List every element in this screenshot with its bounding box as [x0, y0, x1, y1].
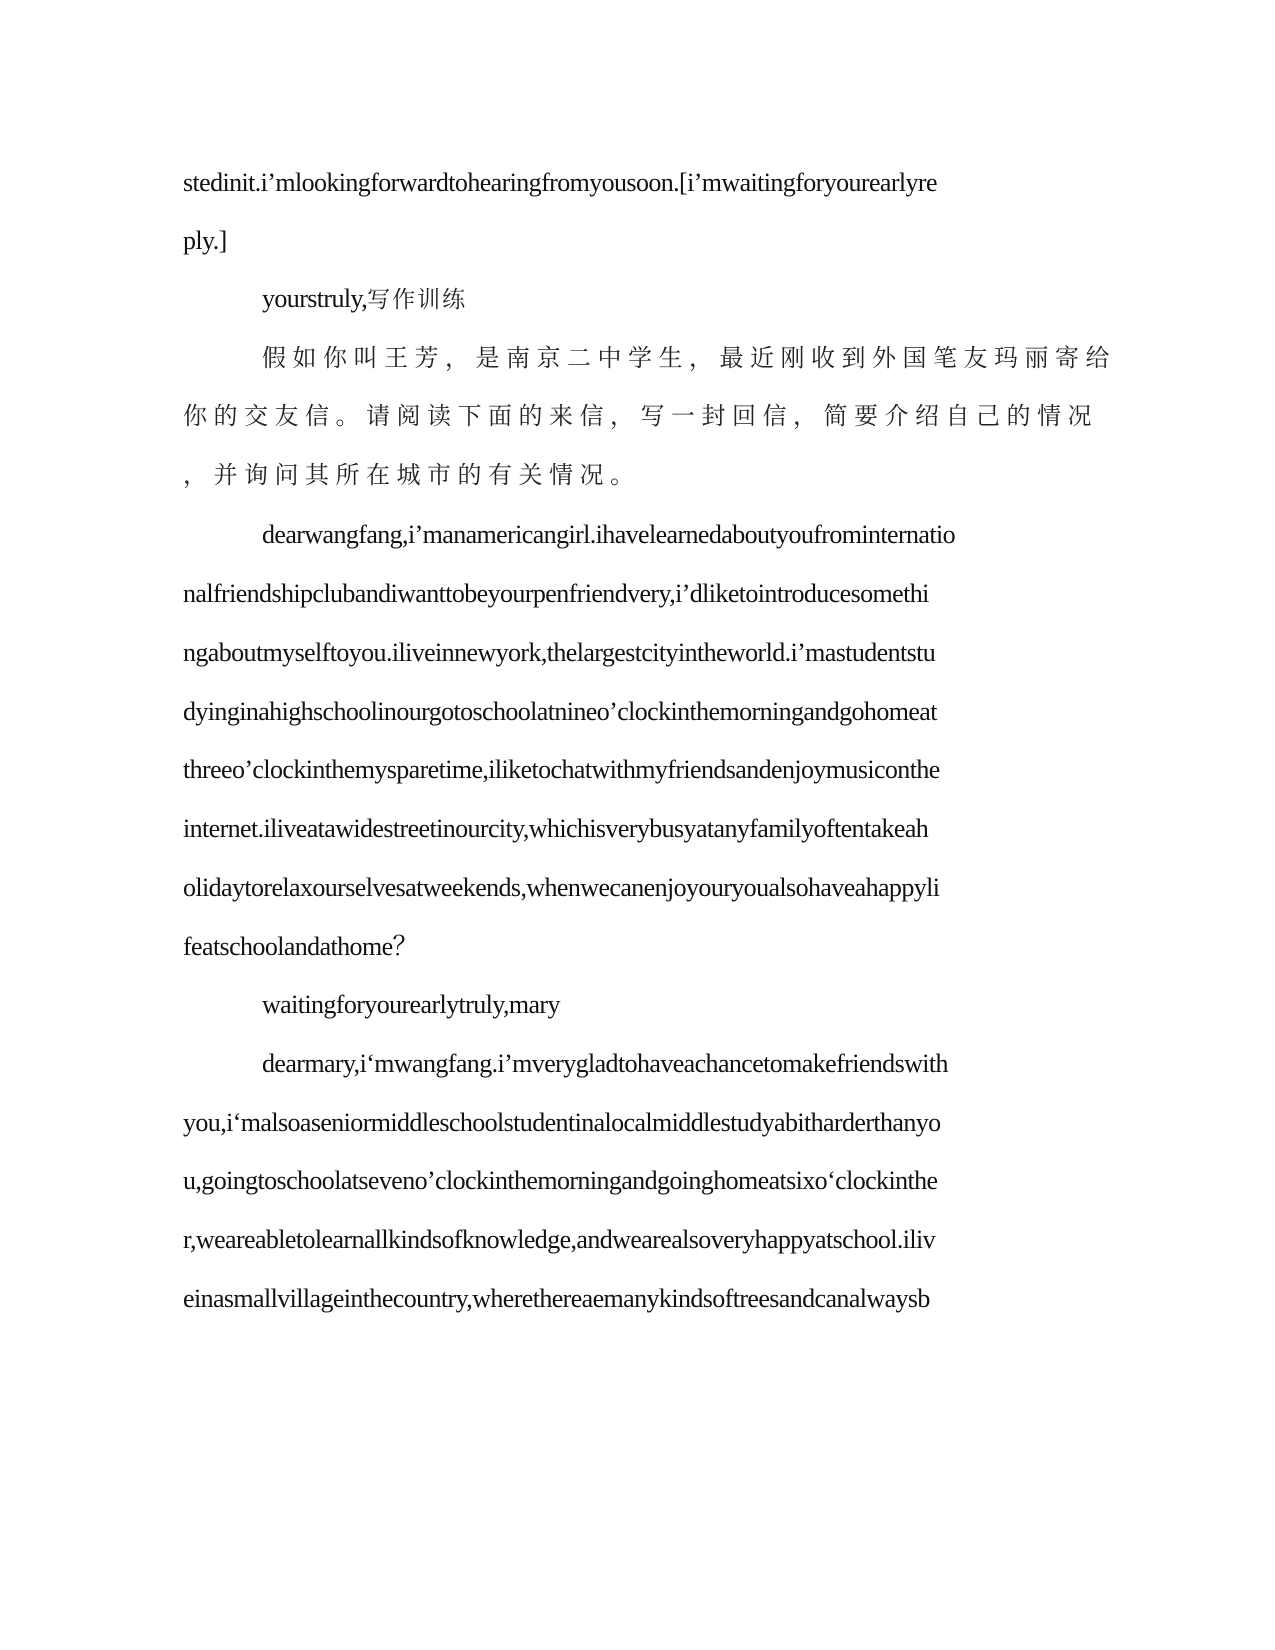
text-line: internet.iliveatawidestreetinourcity,whichisverybusyatanyfamilyoftentakeah — [183, 814, 929, 843]
text-line: threeo’clockinthemysparetime,iliketochatwithmyfriendsandenjoymusiconthe — [183, 755, 940, 784]
text-line: ply.] — [183, 226, 227, 255]
text-line: waitingforyourearlytruly,mary — [262, 990, 560, 1019]
text-line — [262, 284, 467, 315]
text-line: 你的交友信。请阅读下面的来信，写一封回信，简要介绍自己的情况 — [183, 402, 1098, 430]
text-line: dyinginahighschoolinourgotoschoolatnineo’clockinthemorningandgohomeat — [183, 697, 937, 726]
text-line: ngaboutmyselftoyou.iliveinnewyork,thelargestcityintheworld.i’mastudentstu — [183, 638, 936, 667]
text-line: nalfriendshipclubandiwanttobeyourpenfriendvery,i’dliketointroducesomethi — [183, 579, 929, 608]
text-line: 假如你叫王芳，是南京二中学生，最近刚收到外国笔友玛丽寄给 — [262, 344, 1116, 372]
text-line: dearmary,i‘mwangfang.i’mverygladtohaveachancetomakefriendswith — [262, 1049, 948, 1078]
section-heading: 写作训练 — [367, 287, 468, 313]
text-line: stedinit.i’mlookingforwardtohearingfromyousoon.[i’mwaitingforyourearlyre — [183, 168, 937, 197]
closing-text: yourstruly, — [262, 284, 368, 313]
text-line: r,weareabletolearnallkindsofknowledge,andwearealsoveryhappyatschool.iliv — [183, 1225, 936, 1254]
text-line: dearwangfang,i’manamericangirl.ihavelearnedaboutyoufrominternatio — [262, 520, 956, 549]
text-line: ，并询问其所在城市的有关情况。 — [183, 461, 641, 489]
text-line: olidaytorelaxourselvesatweekends,whenwecanenjoyouryoualsohaveahappyli — [183, 873, 940, 902]
text-line: you,i‘malsoaseniormiddleschoolstudentinalocalmiddlestudyabitharderthanyo — [183, 1108, 941, 1137]
text-line: featschoolandathome？ — [183, 932, 418, 961]
text-line: u,goingtoschoolatseveno’clockinthemorningandgoinghomeatsixo‘clockinthe — [183, 1166, 938, 1195]
text-line: einasmallvillageinthecountry,wherethereaemanykindsoftreesandcanalwaysb — [183, 1284, 930, 1313]
